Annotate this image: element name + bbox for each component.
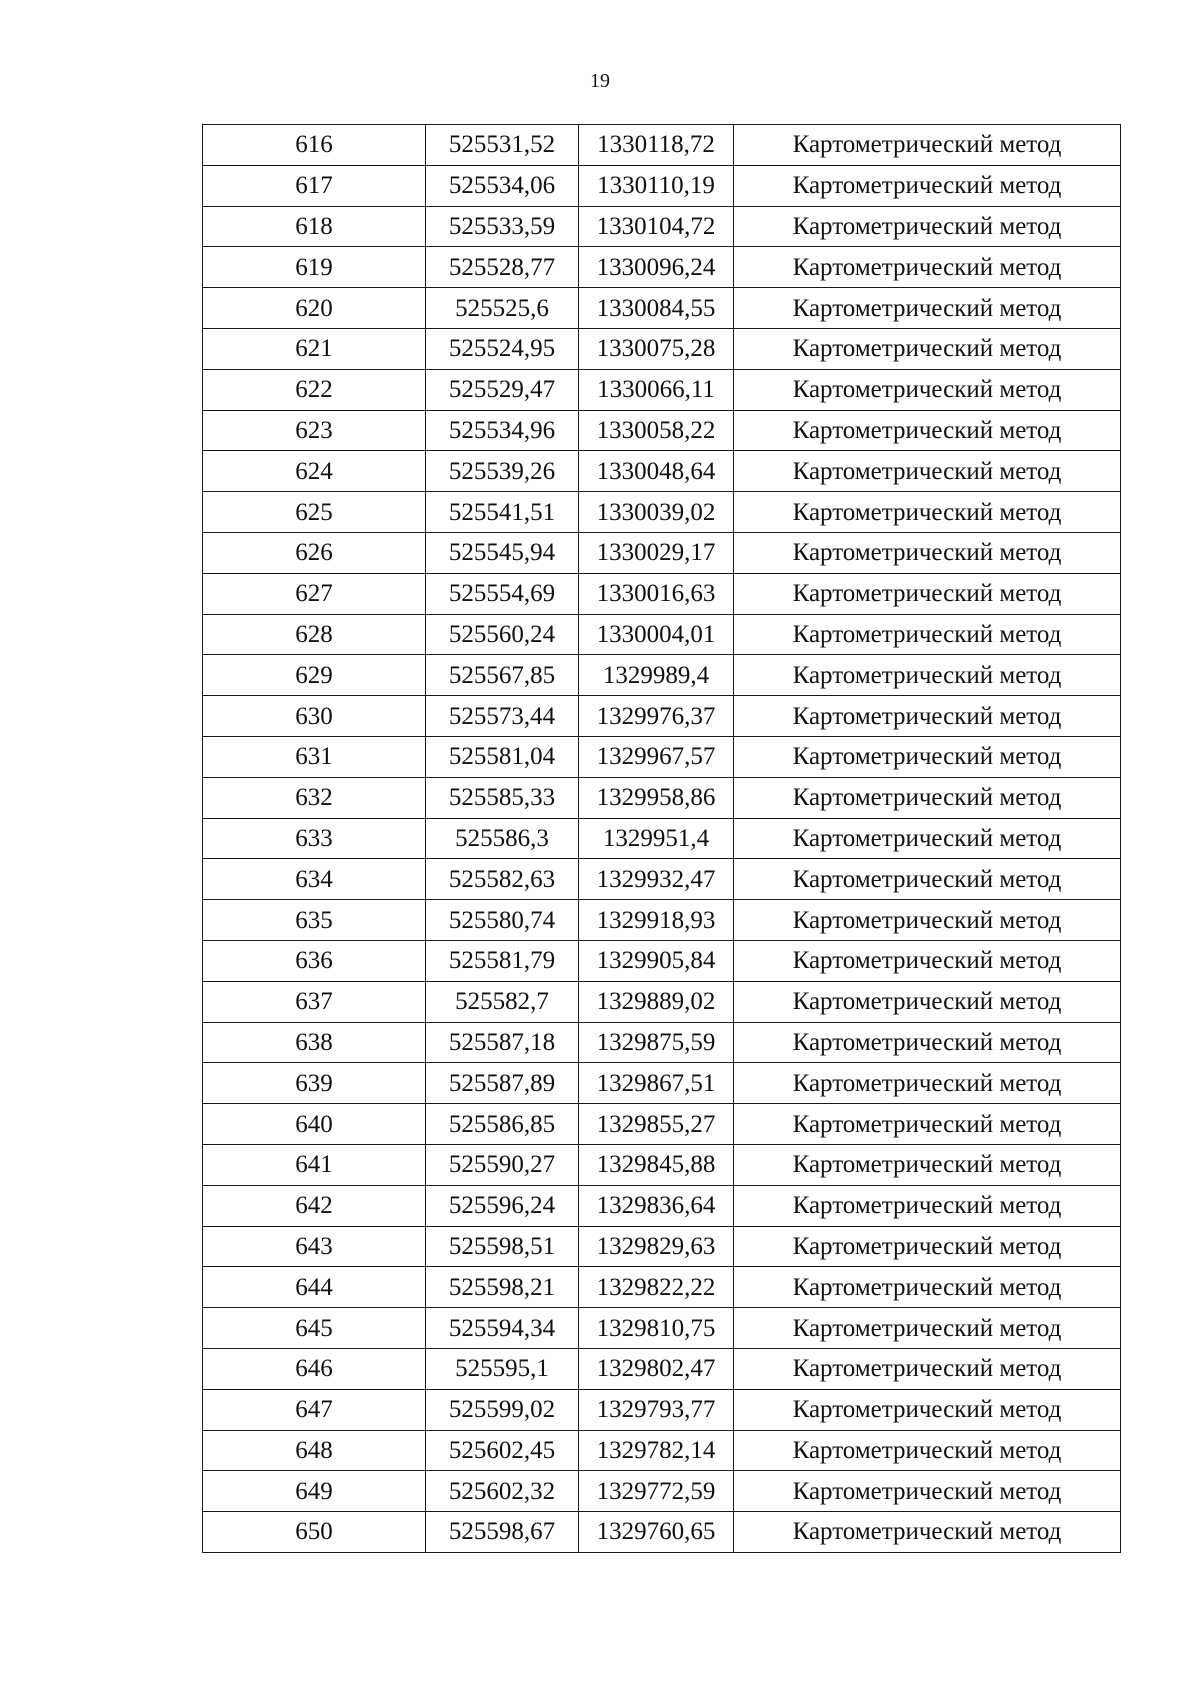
page-number: 19 [590,70,610,92]
x-coordinate-cell: 525586,3 [426,818,579,859]
x-coordinate-cell: 525580,74 [426,900,579,941]
y-coordinate-cell: 1329836,64 [579,1185,734,1226]
point-number-cell: 645 [203,1308,426,1349]
y-coordinate-cell: 1330118,72 [579,125,734,166]
x-coordinate-cell: 525602,32 [426,1471,579,1512]
x-coordinate-cell: 525567,85 [426,655,579,696]
table-row [203,369,1121,410]
x-coordinate-cell: 525587,18 [426,1022,579,1063]
table-row [203,1512,1121,1553]
method-cell: Картометрический метод [734,1348,1121,1389]
table-row [203,777,1121,818]
method-cell: Картометрический метод [734,125,1121,166]
method-cell: Картометрический метод [734,1389,1121,1430]
x-coordinate-cell: 525585,33 [426,777,579,818]
point-number-cell: 630 [203,696,426,737]
table-row [203,1144,1121,1185]
x-coordinate-cell: 525533,59 [426,206,579,247]
y-coordinate-cell: 1329867,51 [579,1063,734,1104]
x-coordinate-cell: 525524,95 [426,328,579,369]
table-row [203,165,1121,206]
method-cell: Картометрический метод [734,1512,1121,1553]
table-row [203,1104,1121,1145]
table-row [203,1389,1121,1430]
table-row [203,981,1121,1022]
x-coordinate-cell: 525560,24 [426,614,579,655]
y-coordinate-cell: 1329829,63 [579,1226,734,1267]
table-row [203,1267,1121,1308]
point-number-cell: 623 [203,410,426,451]
method-cell: Картометрический метод [734,614,1121,655]
method-cell: Картометрический метод [734,328,1121,369]
method-cell: Картометрический метод [734,288,1121,329]
x-coordinate-cell: 525573,44 [426,696,579,737]
point-number-cell: 620 [203,288,426,329]
x-coordinate-cell: 525598,67 [426,1512,579,1553]
y-coordinate-cell: 1329976,37 [579,696,734,737]
y-coordinate-cell: 1329951,4 [579,818,734,859]
table-row [203,1063,1121,1104]
x-coordinate-cell: 525587,89 [426,1063,579,1104]
y-coordinate-cell: 1329855,27 [579,1104,734,1145]
x-coordinate-cell: 525525,6 [426,288,579,329]
point-number-cell: 617 [203,165,426,206]
y-coordinate-cell: 1329810,75 [579,1308,734,1349]
x-coordinate-cell: 525602,45 [426,1430,579,1471]
point-number-cell: 619 [203,247,426,288]
method-cell: Картометрический метод [734,369,1121,410]
x-coordinate-cell: 525545,94 [426,532,579,573]
y-coordinate-cell: 1329989,4 [579,655,734,696]
point-number-cell: 621 [203,328,426,369]
table-row [203,288,1121,329]
point-number-cell: 642 [203,1185,426,1226]
method-cell: Картометрический метод [734,532,1121,573]
table-row [203,1348,1121,1389]
point-number-cell: 636 [203,940,426,981]
y-coordinate-cell: 1330104,72 [579,206,734,247]
method-cell: Картометрический метод [734,818,1121,859]
y-coordinate-cell: 1329782,14 [579,1430,734,1471]
method-cell: Картометрический метод [734,1267,1121,1308]
coordinates-table-body [203,125,1121,1553]
x-coordinate-cell: 525528,77 [426,247,579,288]
table-row [203,1226,1121,1267]
y-coordinate-cell: 1329760,65 [579,1512,734,1553]
y-coordinate-cell: 1330084,55 [579,288,734,329]
y-coordinate-cell: 1329967,57 [579,736,734,777]
table-row [203,451,1121,492]
point-number-cell: 624 [203,451,426,492]
x-coordinate-cell: 525582,63 [426,859,579,900]
point-number-cell: 632 [203,777,426,818]
y-coordinate-cell: 1329875,59 [579,1022,734,1063]
point-number-cell: 647 [203,1389,426,1430]
method-cell: Картометрический метод [734,777,1121,818]
point-number-cell: 631 [203,736,426,777]
method-cell: Картометрический метод [734,1185,1121,1226]
x-coordinate-cell: 525539,26 [426,451,579,492]
x-coordinate-cell: 525594,34 [426,1308,579,1349]
y-coordinate-cell: 1329918,93 [579,900,734,941]
method-cell: Картометрический метод [734,940,1121,981]
y-coordinate-cell: 1329932,47 [579,859,734,900]
point-number-cell: 629 [203,655,426,696]
x-coordinate-cell: 525529,47 [426,369,579,410]
x-coordinate-cell: 525534,06 [426,165,579,206]
x-coordinate-cell: 525598,51 [426,1226,579,1267]
table-row [203,859,1121,900]
method-cell: Картометрический метод [734,1104,1121,1145]
x-coordinate-cell: 525531,52 [426,125,579,166]
point-number-cell: 618 [203,206,426,247]
method-cell: Картометрический метод [734,247,1121,288]
method-cell: Картометрический метод [734,1308,1121,1349]
point-number-cell: 626 [203,532,426,573]
point-number-cell: 643 [203,1226,426,1267]
point-number-cell: 627 [203,573,426,614]
table-row [203,940,1121,981]
method-cell: Картометрический метод [734,165,1121,206]
y-coordinate-cell: 1329845,88 [579,1144,734,1185]
table-row [203,1308,1121,1349]
method-cell: Картометрический метод [734,736,1121,777]
point-number-cell: 646 [203,1348,426,1389]
y-coordinate-cell: 1330004,01 [579,614,734,655]
y-coordinate-cell: 1330048,64 [579,451,734,492]
table-row [203,900,1121,941]
y-coordinate-cell: 1330066,11 [579,369,734,410]
x-coordinate-cell: 525599,02 [426,1389,579,1430]
method-cell: Картометрический метод [734,1063,1121,1104]
point-number-cell: 616 [203,125,426,166]
x-coordinate-cell: 525581,04 [426,736,579,777]
y-coordinate-cell: 1330058,22 [579,410,734,451]
coordinates-table [202,124,1121,1553]
table-row [203,1022,1121,1063]
y-coordinate-cell: 1329958,86 [579,777,734,818]
method-cell: Картометрический метод [734,410,1121,451]
table-row [203,736,1121,777]
table-row [203,1471,1121,1512]
x-coordinate-cell: 525554,69 [426,573,579,614]
point-number-cell: 633 [203,818,426,859]
x-coordinate-cell: 525598,21 [426,1267,579,1308]
table-row [203,125,1121,166]
x-coordinate-cell: 525582,7 [426,981,579,1022]
table-row [203,247,1121,288]
table-row [203,410,1121,451]
point-number-cell: 625 [203,492,426,533]
table-row [203,696,1121,737]
table-row [203,614,1121,655]
table-row [203,492,1121,533]
point-number-cell: 628 [203,614,426,655]
y-coordinate-cell: 1330039,02 [579,492,734,533]
y-coordinate-cell: 1329772,59 [579,1471,734,1512]
y-coordinate-cell: 1330075,28 [579,328,734,369]
y-coordinate-cell: 1330110,19 [579,165,734,206]
table-row [203,1430,1121,1471]
point-number-cell: 622 [203,369,426,410]
method-cell: Картометрический метод [734,655,1121,696]
point-number-cell: 639 [203,1063,426,1104]
point-number-cell: 635 [203,900,426,941]
y-coordinate-cell: 1329905,84 [579,940,734,981]
point-number-cell: 638 [203,1022,426,1063]
point-number-cell: 641 [203,1144,426,1185]
method-cell: Картометрический метод [734,696,1121,737]
y-coordinate-cell: 1330029,17 [579,532,734,573]
point-number-cell: 649 [203,1471,426,1512]
point-number-cell: 650 [203,1512,426,1553]
method-cell: Картометрический метод [734,1471,1121,1512]
table-row [203,328,1121,369]
y-coordinate-cell: 1329889,02 [579,981,734,1022]
table-row [203,206,1121,247]
method-cell: Картометрический метод [734,1144,1121,1185]
point-number-cell: 640 [203,1104,426,1145]
table-row [203,655,1121,696]
point-number-cell: 634 [203,859,426,900]
y-coordinate-cell: 1329802,47 [579,1348,734,1389]
x-coordinate-cell: 525534,96 [426,410,579,451]
method-cell: Картометрический метод [734,206,1121,247]
x-coordinate-cell: 525590,27 [426,1144,579,1185]
y-coordinate-cell: 1329793,77 [579,1389,734,1430]
point-number-cell: 637 [203,981,426,1022]
y-coordinate-cell: 1329822,22 [579,1267,734,1308]
table-row [203,818,1121,859]
y-coordinate-cell: 1330096,24 [579,247,734,288]
table-row [203,573,1121,614]
table-row [203,532,1121,573]
x-coordinate-cell: 525586,85 [426,1104,579,1145]
point-number-cell: 648 [203,1430,426,1471]
method-cell: Картометрический метод [734,900,1121,941]
method-cell: Картометрический метод [734,1022,1121,1063]
x-coordinate-cell: 525595,1 [426,1348,579,1389]
y-coordinate-cell: 1330016,63 [579,573,734,614]
table-row [203,1185,1121,1226]
method-cell: Картометрический метод [734,981,1121,1022]
point-number-cell: 644 [203,1267,426,1308]
x-coordinate-cell: 525581,79 [426,940,579,981]
method-cell: Картометрический метод [734,859,1121,900]
method-cell: Картометрический метод [734,451,1121,492]
method-cell: Картометрический метод [734,573,1121,614]
x-coordinate-cell: 525541,51 [426,492,579,533]
x-coordinate-cell: 525596,24 [426,1185,579,1226]
method-cell: Картометрический метод [734,1430,1121,1471]
method-cell: Картометрический метод [734,492,1121,533]
method-cell: Картометрический метод [734,1226,1121,1267]
